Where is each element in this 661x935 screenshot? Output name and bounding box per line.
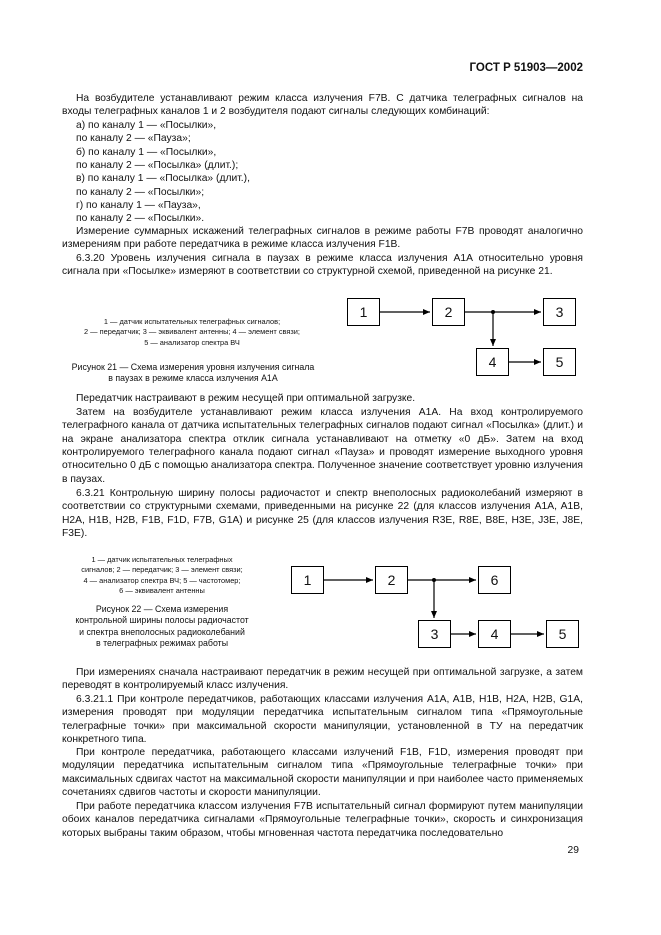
combination-line: по каналу 2 — «Пауза»; bbox=[76, 133, 191, 144]
fig21-block-2: 2 bbox=[432, 298, 465, 326]
fig22-block-3: 3 bbox=[418, 620, 451, 648]
distortion-paragraph: Измерение суммарных искажений телеграфных сигналов в режиме работы F7B проводят аналогично измерениям при работе передатчика в режиме класса излучения F1B. bbox=[62, 226, 583, 251]
measurement-order-paragraph: При измерениях сначала настраивают передатчик в режим несущей при оптимальной загрузке, а затем переводят в контролируемый класс излучения. bbox=[62, 667, 583, 692]
section-6-3-21: 6.3.21 Контрольную ширину полосы радиочастот и спектр внеполосных радиоколебаний измеряют в соответствии со структурными схемами, приведенными на рисунке 22 (для классов излучения A1A, A1B, H2A, H1B, H2B, F1B, F1D, F7B, G1A) и рисунке 25 (для классов излучения R3E, R8E, B8E, H3E, J3E, J8E, F3E). bbox=[62, 488, 583, 540]
a1a-measurement-paragraph: Затем на возбудителе устанавливают режим класса излучения A1A. На вход контролируемого телеграфного канала от датчика испытательных телеграфных сигналов подают сигнал «Посылка» (длит.) и на экране анализатора спектра отклик сигнала устанавливают на отметку «0 дБ». Затем на вход контролируемого телеграфного канала подают сигнал «Пауза» и проводят измерение выходного уровня относительно 0 дБ с помощью анализатора спектра. Полученное значение соответствует уровню излучения в паузах. bbox=[62, 407, 583, 485]
fig22-block-1: 1 bbox=[291, 566, 324, 594]
combination-line: а) по каналу 1 — «Посылки», bbox=[76, 120, 217, 131]
section-6-3-20: 6.3.20 Уровень излучения сигнала в паузах в режиме класса излучения A1A относительно уровня сигнала при «Посылке» измеряют в соответствии со структурной схемой, приведенной на рисунке 21. bbox=[62, 253, 583, 278]
fig21-block-4: 4 bbox=[476, 348, 509, 376]
fig22-block-2: 2 bbox=[375, 566, 408, 594]
combination-line: по каналу 2 — «Посылки». bbox=[76, 213, 205, 224]
standard-number: ГОСТ Р 51903—2002 bbox=[469, 62, 583, 74]
combination-line: в) по каналу 1 — «Посылка» (длит.), bbox=[76, 173, 250, 184]
combination-line: б) по каналу 1 — «Посылки», bbox=[76, 147, 217, 158]
carrier-mode-paragraph: Передатчик настраивают в режим несущей при оптимальной загрузке. bbox=[76, 393, 416, 404]
combination-line: по каналу 2 — «Посылка» (длит.); bbox=[76, 160, 239, 171]
figure21-caption: Рисунок 21 — Схема измерения уровня излучения сигнала в паузах в режиме класса излучения A1A bbox=[71, 362, 315, 384]
figure21-legend: 1 — датчик испытательных телеграфных сигналов; 2 — передатчик; 3 — эквивалент антенны; 4 — элемент связи; 5 — анализатор спектра ВЧ bbox=[84, 317, 300, 347]
combination-line: г) по каналу 1 — «Пауза», bbox=[76, 200, 201, 211]
fig22-block-5: 5 bbox=[546, 620, 579, 648]
combination-line: по каналу 2 — «Посылки»; bbox=[76, 187, 205, 198]
intro-paragraph: На возбудителе устанавливают режим класса излучения F7B. С датчика телеграфных сигналов на входы телеграфных каналов 1 и 2 возбудителя подают сигналы следующих комбинаций: bbox=[62, 93, 583, 118]
f7b-paragraph: При работе передатчика классом излучения F7B испытательный сигнал формируют путем манипуляции обоих каналов передатчика сигналами «Прямоугольные телеграфные точки», скорость и синхронизация которых выбраны таким образом, чтобы мгновенная частота передатчика последовательно bbox=[62, 801, 583, 839]
fig21-block-5: 5 bbox=[543, 348, 576, 376]
f1b-f1d-paragraph: При контроле передатчика, работающего классами излучений F1B, F1D, измерения проводят при модуляции передатчика испытательным сигналом типа «Прямоугольные телеграфные точки» при максимальных сдвигах частот на максимальной скорости манипуляции и при наиболее часто применяемых сочетаниях сдвигов частоты и скорости манипуляции. bbox=[62, 747, 583, 799]
figure22-caption: Рисунок 22 — Схема измерения контрольной ширины полосы радиочастот и спектра внеполосных радиоколебаний в телеграфных режимах работы bbox=[75, 604, 249, 649]
fig21-block-1: 1 bbox=[347, 298, 380, 326]
section-6-3-21-1: 6.3.21.1 При контроле передатчиков, работающих классами излучения A1A, A1B, H1B, H2A, H2B, G1A, измерения проводят при модуляции передатчика испытательным сигналом типа «Прямоугольные телеграфные точки» при максимальной скорости манипуляции, установленной в ТУ на передатчик конкретного типа. bbox=[62, 694, 583, 746]
fig22-block-4: 4 bbox=[478, 620, 511, 648]
page-number: 29 bbox=[567, 845, 579, 856]
fig21-block-3: 3 bbox=[543, 298, 576, 326]
figure22-legend: 1 — датчик испытательных телеграфных сигналов; 2 — передатчик; 3 — элемент связи; 4 — анализатор спектра ВЧ; 5 — частотомер; 6 — эквивалент антенны bbox=[81, 555, 243, 596]
fig22-block-6: 6 bbox=[478, 566, 511, 594]
